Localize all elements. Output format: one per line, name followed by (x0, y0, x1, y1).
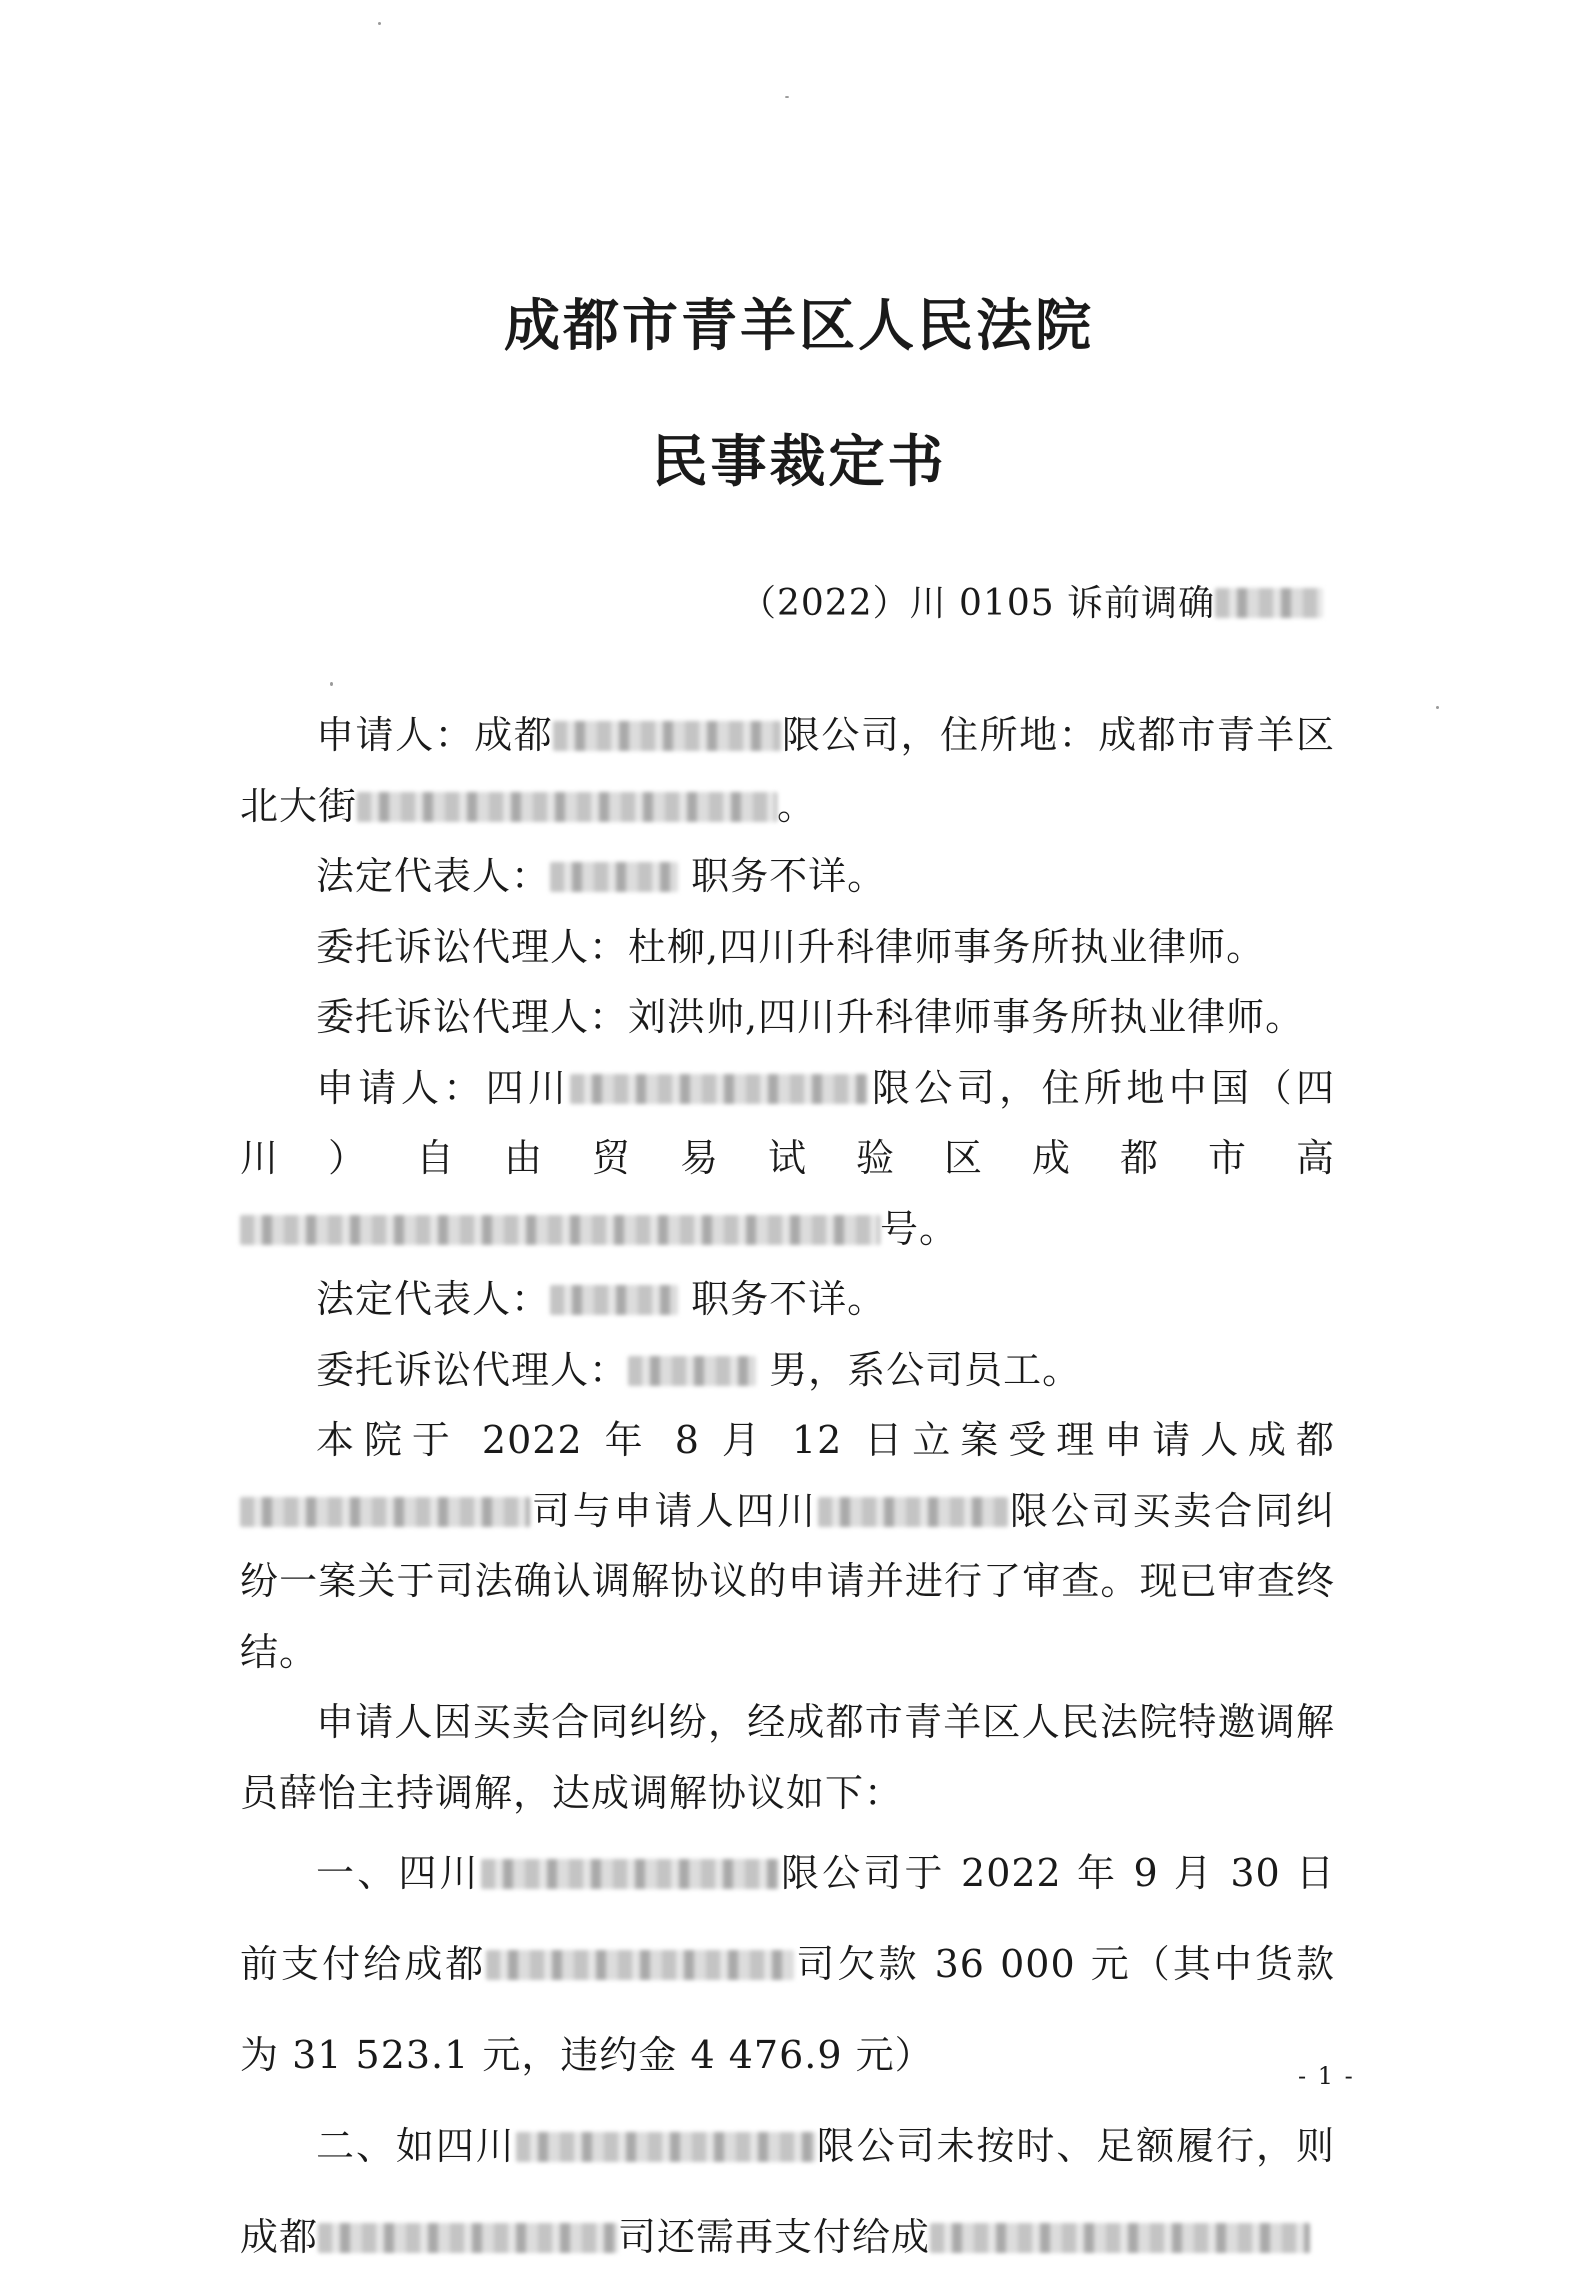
scan-speck (330, 682, 333, 686)
scan-speck (378, 22, 381, 25)
agent-2-paragraph: 委托诉讼代理人：刘洪帅,四川升科律师事务所执业律师。 (316, 995, 1305, 1039)
redacted-person-name (628, 1356, 756, 1386)
legal-representative-2: 法定代表人： 职务不详。 (316, 1277, 887, 1321)
redacted-company-name (486, 1950, 794, 1980)
agent-1-paragraph: 委托诉讼代理人：杜柳,四川升科律师事务所执业律师。 (316, 924, 1266, 969)
filing-paragraph: 本院于 2022 年 8 月 12 日立案受理申请人成都司与申请人四川 限公司买卖合同纠纷一案关于司法确认调解协议的申请并进行了审查。现已审查终结。 (240, 1418, 1335, 1674)
agreement-item-2: 二、如四川 限公司未按时、足额履行，则成都 司还需再支付给成 (240, 2124, 1335, 2259)
applicant-2-paragraph: 申请人：四川 限公司，住所地中国（四川）自由贸易试验区成都市高号。 (240, 1065, 1335, 1251)
case-number (740, 575, 1323, 626)
court-name: 成都市青羊区人民法院 (504, 293, 1094, 359)
redacted-company-name (240, 1497, 530, 1527)
scan-speck (785, 96, 789, 98)
redacted-person-name (550, 862, 678, 892)
scan-speck (1436, 706, 1439, 709)
redacted-company-name (553, 721, 781, 751)
mediation-paragraph: 申请人因买卖合同纠纷，经成都市青羊区人民法院特邀调解员薛怡主持调解，达成调解协议如下： (240, 1700, 1335, 1815)
redacted-person-name (550, 1285, 678, 1315)
applicant-1-paragraph: 申请人：成都 限公司，住所地：成都市青羊区北大街 。 (240, 713, 1335, 828)
agreement-item-1: 一、四川 限公司于 2022 年 9 月 30 日前支付给成都 司欠款 36 000 元（其中货款为 31 523.1 元，违约金 4 476.9 元） (240, 1851, 1335, 2077)
case-number-text: （2022）川 0105 诉前调确 (740, 583, 1216, 624)
document-type: 民事裁定书 (651, 429, 947, 495)
redacted-company-name (318, 2223, 618, 2253)
agent-3-paragraph: 委托诉讼代理人： 男，系公司员工。 (316, 1347, 1082, 1392)
redacted-address (240, 1215, 880, 1245)
redacted-company-name (516, 2132, 816, 2162)
page-number: - 1 - (1298, 2062, 1355, 2090)
redacted-company-name (570, 1074, 868, 1104)
redacted-company-name (481, 1859, 779, 1889)
redacted-company-name (818, 1497, 1008, 1527)
redacted-company-name (930, 2223, 1310, 2253)
legal-representative-1: 法定代表人： 职务不详。 (316, 854, 887, 898)
ruling-body (240, 700, 1335, 2283)
redacted-address (357, 792, 777, 822)
redacted-case-suffix (1215, 588, 1323, 618)
